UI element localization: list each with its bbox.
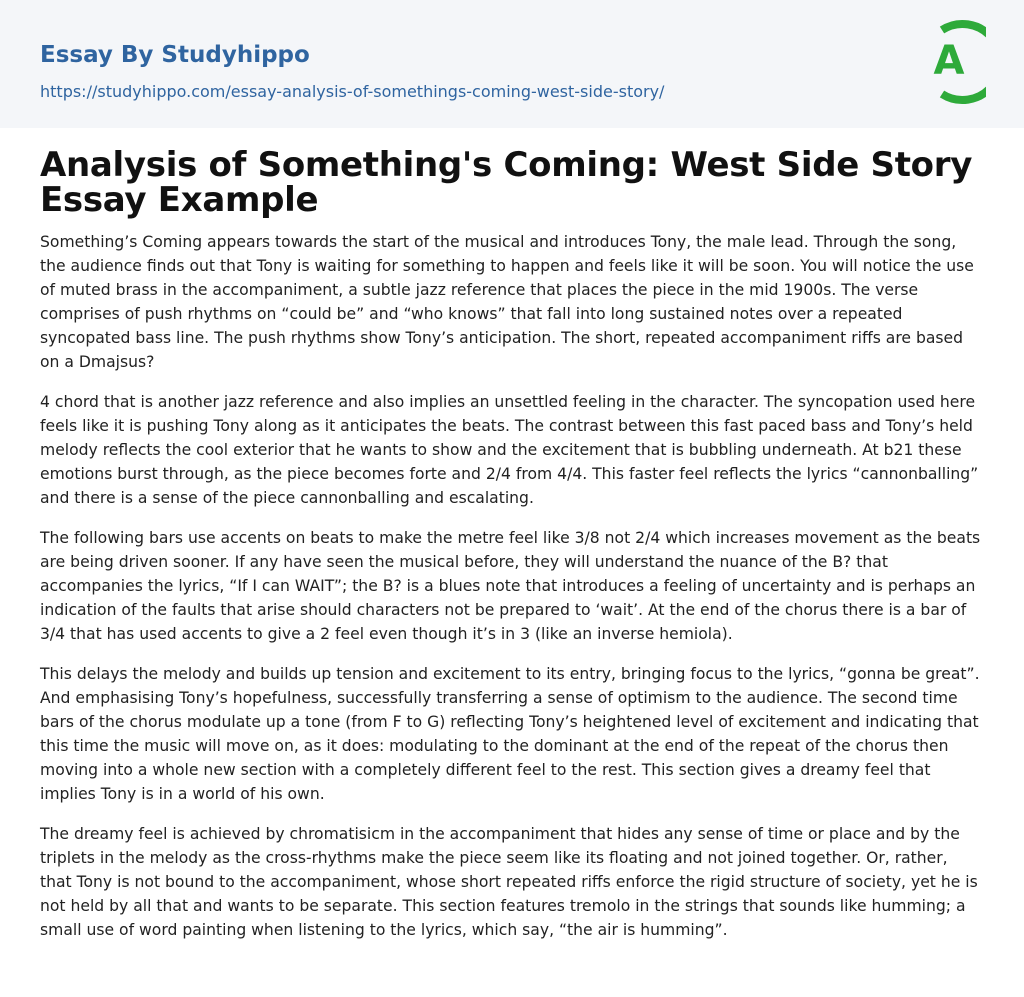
article — [0, 128, 1024, 942]
article-paragraph: 4 chord that is another jazz reference and also implies an unsettled feeling in the character. The syncopation used here feels like it is pushing Tony along as it anticipates the beats. The contrast between this fast paced bass and Tony’s held melody reflects the cool exterior that he wants to show and the excitement that is bubbling underneath. At b21 these emotions burst through, as the piece becomes forte and 2/4 from 4/4. This faster feel reflects the lyrics “cannonballing” and there is a sense of the piece cannonballing and escalating. — [40, 393, 979, 507]
site-header — [0, 0, 1024, 128]
article-paragraph: This delays the melody and builds up tension and excitement to its entry, bringing focus to the lyrics, “gonna be great”. And emphasising Tony’s hopefulness, successfully transferring a sense of optimism to the audience. The second time bars of the chorus modulate up a tone (from F to G) reflecting Tony’s heightened level of excitement and indicating that this time the music will move on, as it does: modulating to the dominant at the end of the repeat of the chorus then moving into a whole new section with a completely different feel to the rest. This section gives a dreamy feel that implies Tony is in a world of his own. — [40, 665, 980, 803]
site-title: Essay By Studyhippo — [40, 42, 310, 68]
article-paragraph: Something’s Coming appears towards the start of the musical and introduces Tony, the male lead. Through the song, the audience finds out that Tony is waiting for something to happen and feels like it will be soon. You will notice the use of muted brass in the accompaniment, a subtle jazz reference that places the piece in the mid 1900s. The verse comprises of push rhythms on “could be” and “who knows” that fall into long sustained notes over a repeated syncopated bass line. The push rhythms show Tony’s anticipation. The short, repeated accompaniment riffs are based on a Dmajsus? — [40, 233, 974, 371]
studyhippo-logo-icon[interactable] — [916, 18, 986, 106]
article-title: Analysis of Something's Coming: West Side Story Essay Example — [40, 145, 973, 220]
logo-letter: A — [933, 38, 965, 84]
article-paragraph: The dreamy feel is achieved by chromatisicm in the accompaniment that hides any sense of time or place and by the triplets in the melody as the cross-rhythms make the piece seem like its floating and not joined together. Or, rather, that Tony is not bound to the accompaniment, whose short repeated riffs enforce the rigid structure of society, yet he is not held by all that and wants to be separate. This section features tremolo in the strings that sounds like humming; a small use of word painting when listening to the lyrics, which say, “the air is humming”. — [40, 825, 978, 939]
essay-url-link[interactable]: https://studyhippo.com/essay-analysis-of-somethings-coming-west-side-story/ — [40, 82, 665, 101]
article-paragraph: The following bars use accents on beats to make the metre feel like 3/8 not 2/4 which increases movement as the beats are being driven sooner. If any have seen the musical before, they will understand the nuance of the B? that accompanies the lyrics, “If I can WAIT”; the B? is a blues note that introduces a feeling of uncertainty and is perhaps an indication of the faults that arise should characters not be prepared to ‘wait’. At the end of the chorus there is a bar of 3/4 that has used accents to give a 2 feel even though it’s in 3 (like an inverse hemiola). — [40, 529, 981, 643]
